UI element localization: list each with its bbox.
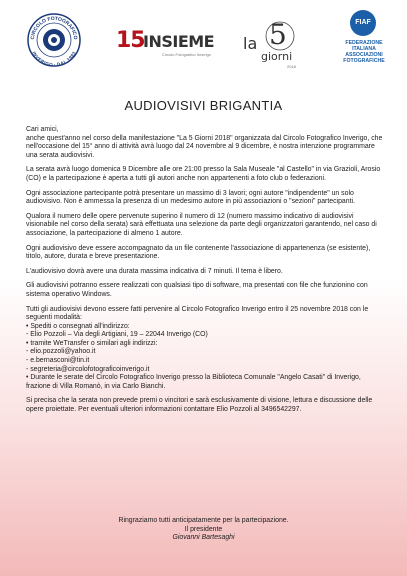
fiaf-line-3: ASSOCIAZIONI <box>345 52 383 58</box>
paragraph-software: Gli audiovisivi potranno essere realizzati con qualsiasi tipo di software, ma presentati con file che funzionino con sistema operativo Windows. <box>26 282 368 298</box>
cinque-giorni-la: la <box>243 34 258 53</box>
fiaf-line-4: FOTOGRAFICHE <box>343 58 385 64</box>
cinque-giorni-number: 5 <box>269 18 287 51</box>
paragraph-selection: Qualora il numero delle opere pervenute superino il numero di 12 (numero massimo indicativo di audiovisivi visionabile nel corso della serata) sarà effettuata una selezione da parte degli organizzatori garantendo, nel caso di associazione, la partecipazione di almeno 1 autore. <box>26 212 377 237</box>
fiaf-line-1: FEDERAZIONE <box>345 40 383 46</box>
insieme-number: 15 <box>116 28 145 53</box>
signature-role: Il presidente <box>184 525 223 533</box>
signature-block <box>0 517 407 543</box>
paragraph-deadline: Tutti gli audiovisivi devono essere fatti pervenire al Circolo Fotografico Inverigo entro il 25 novembre 2018 con le seguenti modalità: <box>26 305 369 322</box>
document-body <box>26 126 386 421</box>
insieme-logo <box>116 24 214 64</box>
insieme-word: INSIEME <box>143 32 215 51</box>
fiaf-badge-icon: FIAF <box>350 10 376 36</box>
header-logos <box>0 8 407 78</box>
circolo-fotografico-logo <box>26 12 82 68</box>
circolo-bottom-text: INVERIGO · DAL 1983 <box>31 50 77 68</box>
list-item: • Spediti o consegnati all'indirizzo: <box>26 322 130 330</box>
circolo-logo-icon <box>26 12 82 68</box>
cinque-giorni-logo <box>243 20 303 68</box>
fiaf-line-2: ITALIANA <box>352 46 376 52</box>
signature-name: Giovanni Bartesaghi <box>172 534 235 542</box>
paragraph-file-info: Ogni audiovisivo deve essere accompagnato da un file contenente l'associazione di appartenenza (se esistente), titolo, autore, durata e breve presentazione. <box>26 244 371 261</box>
cinque-giorni-word: giorni <box>261 50 293 63</box>
greeting: Cari amici, <box>26 126 59 133</box>
fiaf-logo <box>336 10 392 76</box>
paragraph-participation: Ogni associazione partecipante potrà presentare un massimo di 3 lavori; ogni autore "indipendente" un solo audiovisivo. Non è ammessa la presenza di un medesimo autore in più associazioni o "sezioni" partecipanti. <box>26 189 355 206</box>
delivery-list <box>26 323 386 392</box>
list-item: - Elio Pozzoli – Via degli Artigiani, 19 – 22044 Inverigo (CO) <box>26 331 208 339</box>
list-item: - e.bernasconi@tin.it <box>26 357 90 365</box>
paragraph-event: La serata avrà luogo domenica 9 Dicembre alle ore 21:00 presso la Sala Museale "al Castello" in via Grazioli, Arosio (CO) e la partecipazione è aperta a tutti gli autori anche non appartenenti a foto club o federazioni. <box>26 166 381 182</box>
list-item: - elio.pozzoli@yahoo.it <box>26 348 96 356</box>
insieme-sub: Circolo Fotografico Inverigo <box>162 52 211 57</box>
cinque-giorni-year: 2018 <box>287 64 296 69</box>
signature-thanks: Ringraziamo tutti anticipatamente per la partecipazione. <box>118 517 289 524</box>
fiaf-text <box>336 40 392 64</box>
paragraph-closing: Si precisa che la serata non prevede premi o vincitori e sarà esclusivamente di visione, lettura e discussione delle opere proiettate. Per eventuali ulteriori informazioni contattare Elio Pozzoli al 3496542297. <box>26 397 373 414</box>
list-item: • tramite WeTransfer o similari agli indirizzi: <box>26 339 158 347</box>
list-item: - segreteria@circolofotograficoinverigo.it <box>26 365 150 373</box>
paragraph-duration: L'audiovisivo dovrà avere una durata massima indicativa di 7 minuti. Il tema è libero. <box>26 267 283 275</box>
page-title: AUDIOVISIVI BRIGANTIA <box>124 98 283 113</box>
paragraph-intro: anche quest'anno nel corso della manifestazione "La 5 Giorni 2018" organizzata dal Circolo Fotografico Inverigo, che nell'occasione del 15° anno di attività avrà luogo dal 24 novembre al 9 dicembre, è nostra intenzione programmare una serata audiovisivi. <box>26 134 383 159</box>
circolo-top-text: CIRCOLO FOTOGRAFICO <box>29 15 79 40</box>
list-item: • Durante le serate del Circolo Fotografico Inverigo presso la Biblioteca Comunale "Angelo Casati" di Inverigo, frazione di Villa Romanò, in via Carlo Bianchi. <box>26 374 361 390</box>
